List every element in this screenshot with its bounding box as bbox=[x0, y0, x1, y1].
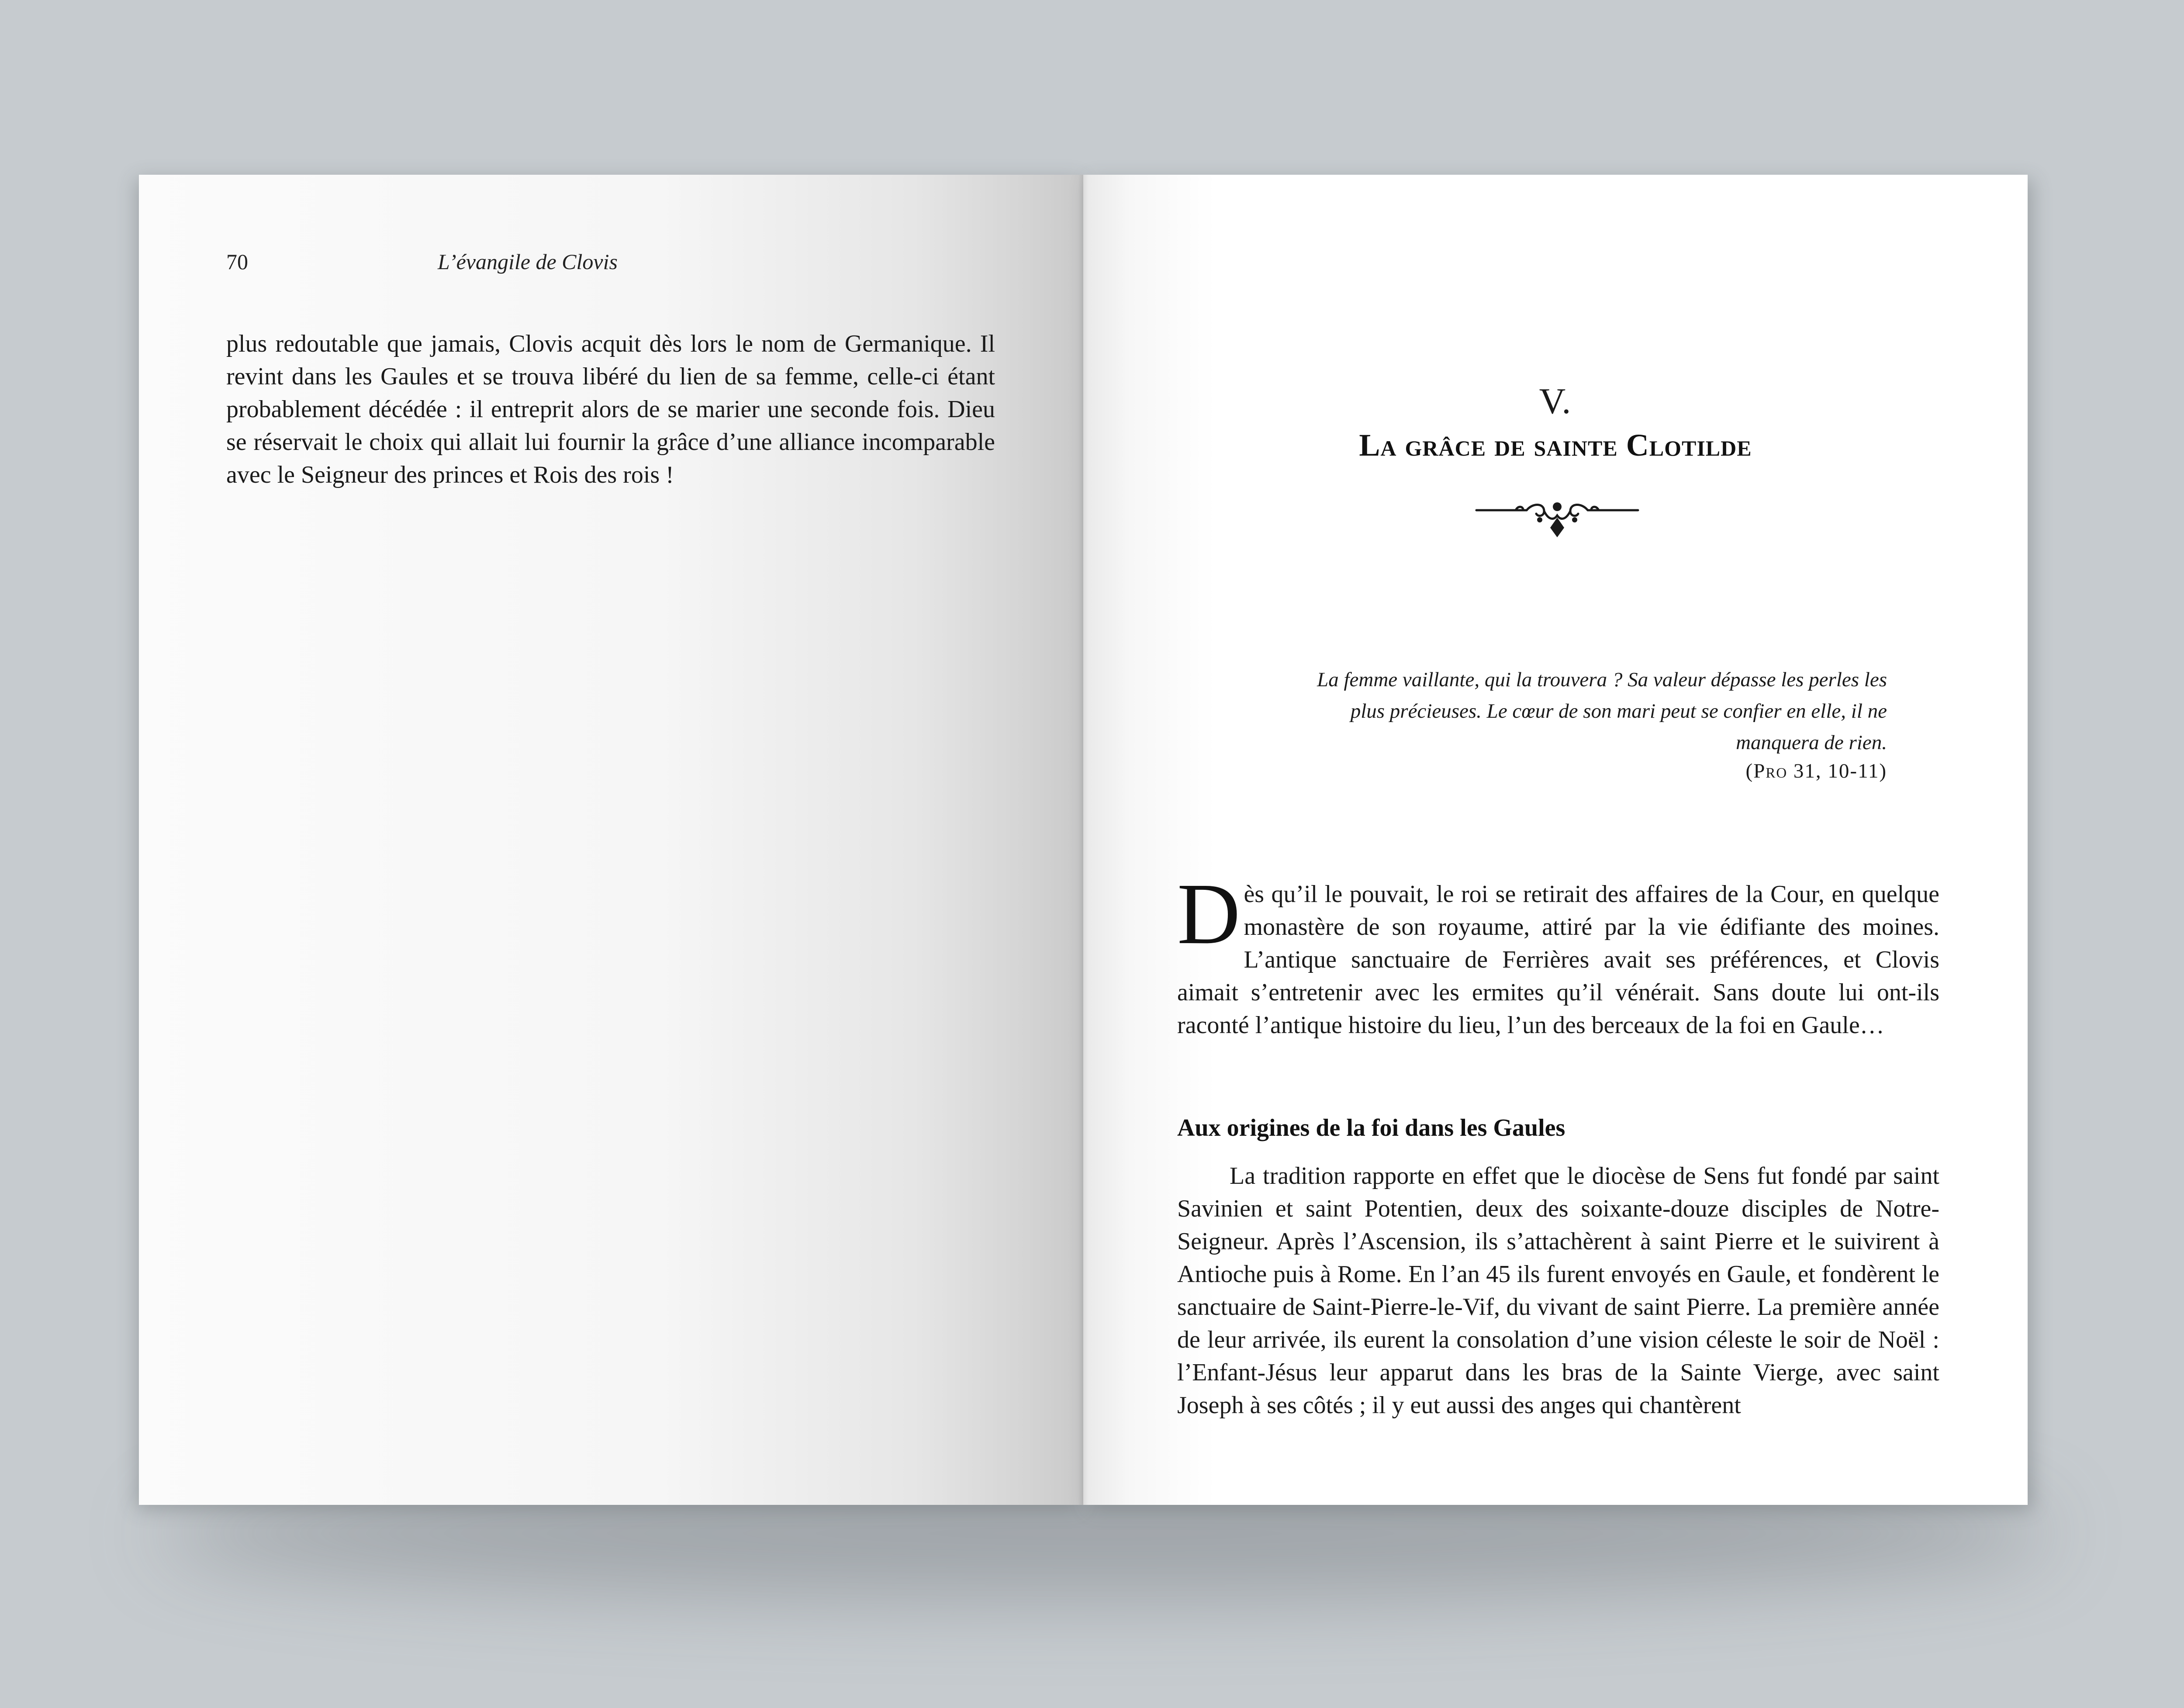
fleuron-ornament-icon bbox=[1474, 494, 1640, 542]
epigraph-text: La femme vaillante, qui la trouvera ? Sa valeur dépasse les perles les plus précieuses. Le cœur de son mari peut se confier en elle, il ne manquera de rien. bbox=[1317, 668, 1887, 754]
epigraph-reference: (Pro 31, 10-11) bbox=[1745, 760, 1887, 782]
chapter-number: V. bbox=[1539, 381, 1572, 422]
running-title: L’évangile de Clovis bbox=[438, 249, 618, 274]
opening-paragraph-text: ès qu’il le pouvait, le roi se retirait des affaires de la Cour, en quelque monastère de son royaume, attiré par la vie édifiante des moines. L’antique sanctuaire de Ferrières avait ses préférences, et Clovis aimait s’entretenir avec les ermites qu’il vénérait. Sans doute lui ont-ils raconté l’antique histoire du lieu, l’un des berceaux de la foi en Gaule… bbox=[1177, 881, 1939, 1039]
left-page bbox=[139, 175, 1083, 1505]
left-page-paragraph: plus redoutable que jamais, Clovis acquit dès lors le nom de Germanique. Il revint dans les Gaules et se trouva libéré du lien de sa femme, celle-ci étant probablement décédée : il entreprit alors de se marier une seconde fois. Dieu se réservait le choix qui allait lui fournir la grâce d’une alliance incomparable avec le Seigneur des princes et Rois des rois ! bbox=[226, 330, 995, 488]
section-paragraph: La tradition rapporte en effet que le diocèse de Sens fut fondé par saint Savinien et saint Potentien, deux des soixante-douze disciples de Notre-Seigneur. Après l’Ascension, ils s’attachèrent à saint Pierre et le suivirent à Antioche puis à Rome. En l’an 45 ils furent envoyés en Gaule, et fondèrent le sanctuaire de Saint-Pierre-le-Vif, du vivant de saint Pierre. La première année de leur arrivée, ils eurent la consolation d’une vision céleste le soir de Noël : l’Enfant-Jésus leur apparut dans les bras de la Sainte Vierge, avec saint Joseph à ses côtés ; il y eut aussi des anges qui chantèrent bbox=[1177, 1162, 1939, 1419]
chapter-title: La grâce de sainte Clotilde bbox=[1359, 428, 1752, 463]
page-number: 70 bbox=[226, 249, 248, 274]
book-gutter bbox=[1078, 175, 1089, 1505]
opening-paragraph bbox=[1177, 866, 1939, 1042]
section-heading: Aux origines de la foi dans les Gaules bbox=[1177, 1114, 1565, 1141]
right-page bbox=[1083, 175, 2028, 1505]
drop-cap: D bbox=[1177, 866, 1241, 962]
